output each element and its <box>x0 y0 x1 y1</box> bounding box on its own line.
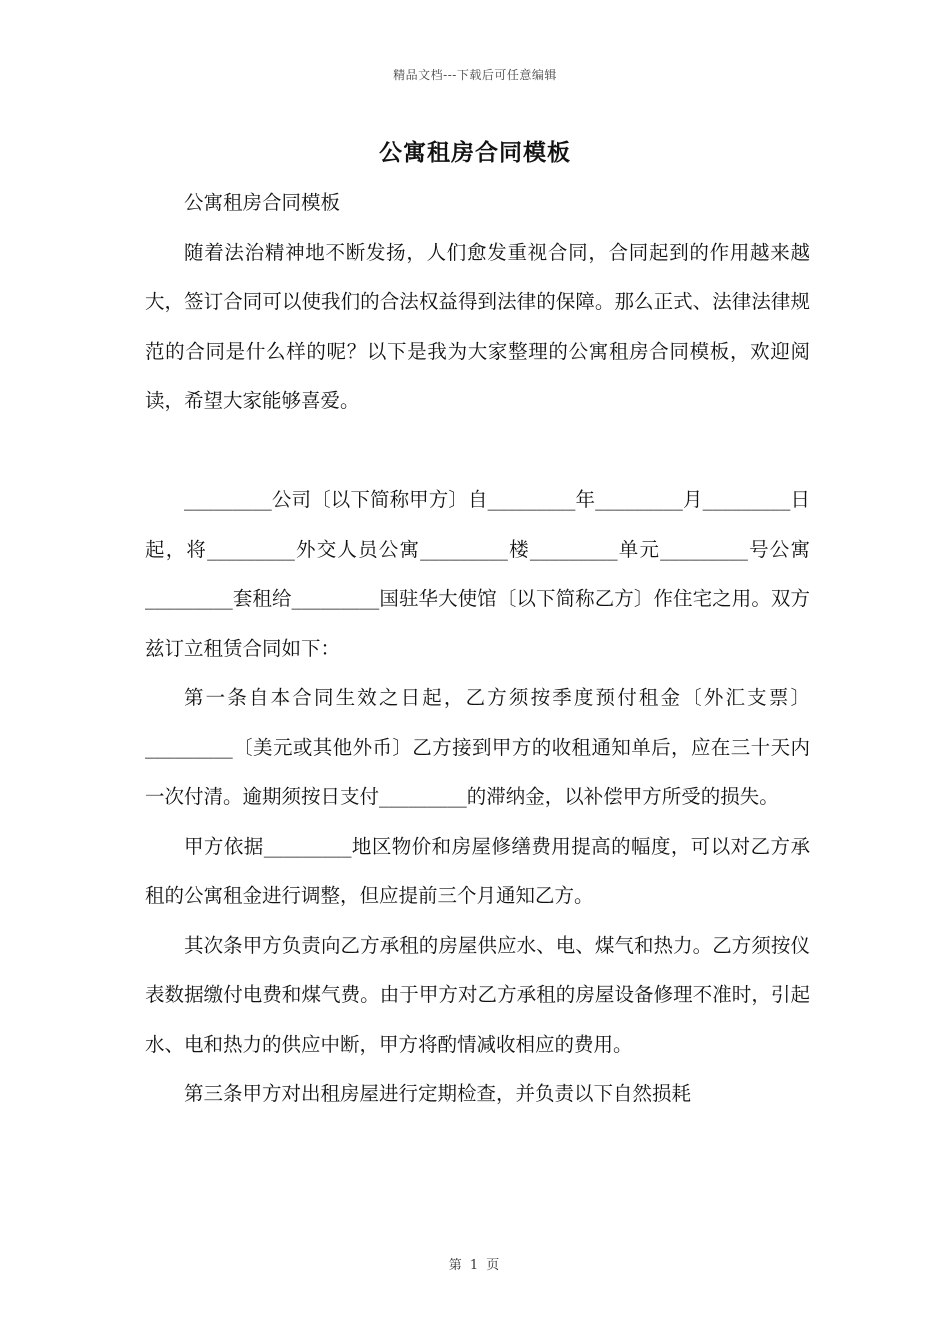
page-header-note: 精品文档---下载后可任意编辑 <box>393 68 557 82</box>
body-paragraph-article-3: 第三条甲方对出租房屋进行定期检查，并负责以下自然损耗 <box>184 1082 692 1105</box>
body-paragraph-parties: _________公司〔以下简称甲方〕自_________年_________月_________日起，将_________外交人员公寓_________楼_________单元_________号公寓_________套租给_________国驻华大使馆〔以下简称乙方〕作住宅之用。双方兹订立租赁合同如下： <box>145 488 810 660</box>
document-title: 公寓租房合同模板 <box>379 139 571 166</box>
body-paragraph-rent-adjustment: 甲方依据_________地区物价和房屋修缮费用提高的幅度，可以对乙方承租的公寓租金进行调整，但应提前三个月通知乙方。 <box>145 834 810 907</box>
body-paragraph-article-1: 第一条自本合同生效之日起，乙方须按季度预付租金〔外汇支票〕_________〔美元或其他外币〕乙方接到甲方的收租通知单后，应在三十天内一次付清。逾期须按日支付_________的滞纳金，以补偿甲方所受的损失。 <box>145 686 810 808</box>
body-paragraph-subtitle: 公寓租房合同模板 <box>184 191 341 214</box>
page-number: 第 1 页 <box>448 1258 502 1273</box>
document-body <box>145 178 810 1119</box>
body-paragraph-article-2: 其次条甲方负责向乙方承租的房屋供应水、电、煤气和热力。乙方须按仪表数据缴付电费和煤气费。由于甲方对乙方承租的房屋设备修理不准时，引起水、电和热力的供应中断，甲方将酌情减收相应的费用。 <box>145 933 810 1056</box>
body-paragraph-intro: 随着法治精神地不断发扬，人们愈发重视合同，合同起到的作用越来越大，签订合同可以使我们的合法权益得到法律的保障。那么正式、法律法律规范的合同是什么样的呢？以下是我为大家整理的公寓租房合同模板，欢迎阅读，希望大家能够喜爱。 <box>145 240 810 412</box>
